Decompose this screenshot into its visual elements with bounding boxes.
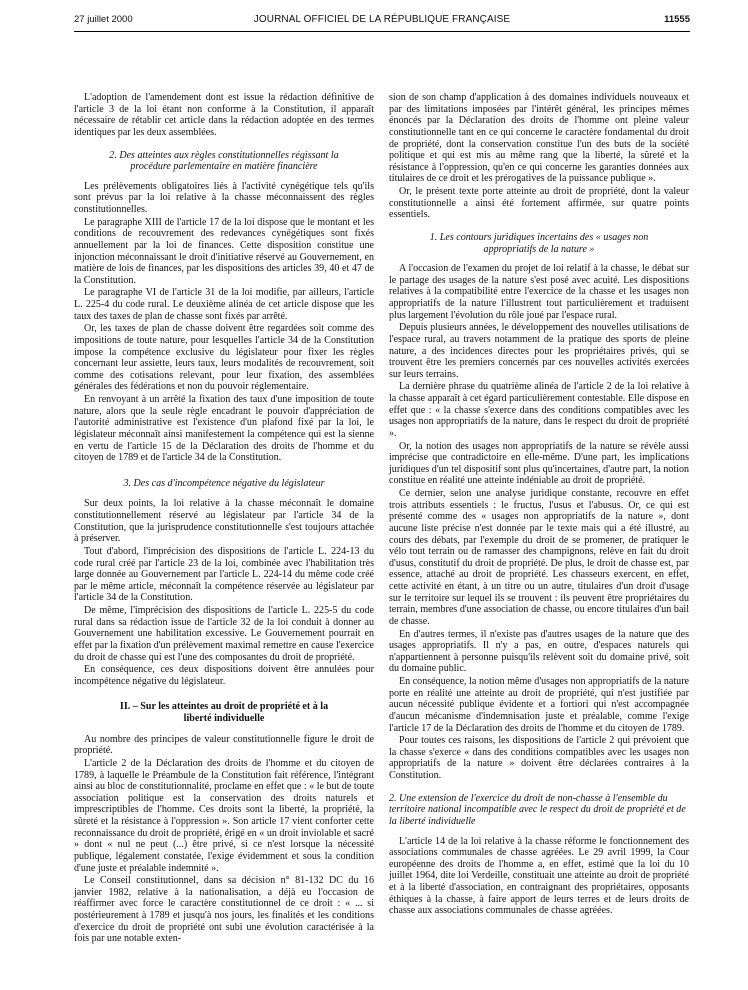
- header-date: 27 juillet 2000: [74, 14, 133, 25]
- paragraph: Or, la notion des usages non appropriatifs de la nature se révèle aussi imprécise que contradictoire en elle-même. D'une part, les implications juridiques d'un tel dispositif sont plus qu'incertaines, d'autre part, la notion constitue en réalité une atteinte indéniable au droit de propriété.: [389, 440, 689, 487]
- page-header: [74, 14, 690, 30]
- paragraph: Le paragraphe XIII de l'article 17 de la loi dispose que le montant et les conditions de recouvrement des redevances cynégétiques sont fixés annuellement par la loi de finances. Cette disposition constitue une injonction méconnaissant le droit d'initiative réservé au Gouvernement, en matière de lois de finances, par les dispositions des articles 39, 40 et 47 de la Constitution.: [74, 216, 374, 286]
- paragraph: Tout d'abord, l'imprécision des dispositions de l'article L. 224-13 du code rural créé par l'article 23 de la loi, combinée avec l'habilitation très large donnée au Gouvernement par l'article L. 224-14 du même code créé par le même article, méconnaît la compétence réservée au législateur par l'article 34 de la Constitution.: [74, 545, 374, 604]
- right-column: [389, 92, 689, 918]
- section-heading: 1. Les contours juridiques incertains des « usages non appropriatifs de la nature »: [429, 231, 649, 255]
- paragraph: Au nombre des principes de valeur constitutionnelle figure le droit de propriété.: [74, 733, 374, 757]
- paragraph: L'adoption de l'amendement dont est issue la rédaction définitive de l'article 3 de la loi étant non conforme à la Constitution, il apparaît nécessaire de rétablir cet article dans la rédaction adoptée en des termes identiques par les deux assemblées.: [74, 92, 374, 138]
- paragraph: L'article 2 de la Déclaration des droits de l'homme et du citoyen de 1789, à laquelle le Préambule de la Constitution fait référence, l'intégrant ainsi au bloc de constitutionnalité, proclame en effet que : « le but de toute association politique est la conservation des droits naturels et imprescriptibles de l'homme. Ces droits sont la liberté, la propriété, la sûreté et la résistance à l'oppression ». Son article 17 vient conforter cette reconnaissance du droit de propriété, érigé en « un droit inviolable et sacré » dont « nul ne peut (...) être privé, si ce n'est lorsque la nécessité publique, légalement constatée, l'exige évidemment et sous la condition d'une juste et préalable indemnité ».: [74, 757, 374, 874]
- paragraph: De même, l'imprécision des dispositions de l'article L. 225-5 du code rural dans sa rédaction issue de l'article 32 de la loi conduit à donner au Gouvernement une habilitation excessive. Le Gouvernement pourrait en effet par la fixation d'un prélèvement maximal remettre en cause l'exercice du droit de chasse qui est l'une des composantes du droit de propriété.: [74, 605, 374, 663]
- paragraph: Or, les taxes de plan de chasse doivent être regardées soit comme des impositions de toute nature, pour lesquelles l'article 34 de la Constitution impose la compétence exclusive du législateur pour fixer les règles concernant leur assiette, leurs taux, leurs modalités de recouvrement, soit comme des cotisations relevant, pour leur fixation, des assemblées générales des fédérations et non du pouvoir réglementaire.: [74, 323, 374, 393]
- paragraph: Or, le présent texte porte atteinte au droit de propriété, dont la valeur constitutionnelle a ainsi été fortement affirmée, sur quatre points essentiels.: [389, 186, 689, 221]
- paragraph: En conséquence, ces deux dispositions doivent être annulées pour incompétence négative du législateur.: [74, 664, 374, 687]
- header-rule: [74, 31, 690, 32]
- paragraph: Sur deux points, la loi relative à la chasse méconnaît le domaine constitutionnellement réservé au législateur par l'article 34 de la Constitution, que la jurisprudence constitutionnelle s'est toujours attachée à préserver.: [74, 498, 374, 545]
- paragraph: En d'autres termes, il n'existe pas d'autres usages de la nature que des usages appropriatifs. Il n'y a pas, en outre, d'espaces naturels qui n'appartiennent à personne puisqu'ils relèvent soit du domaine privé, soit du domaine public.: [389, 628, 689, 675]
- section-heading: 2. Des atteintes aux règles constitutionnelles régissant la procédure parlementaire en matière financière: [109, 149, 339, 173]
- paragraph: En renvoyant à un arrêté la fixation des taux d'une imposition de toute nature, alors que la seule règle encadrant le pouvoir d'appréciation de l'autorité administrative est l'existence d'un plafond fixé par la loi, le législateur méconnaît ainsi manifestement la compétence qui est la sienne en vertu de l'article 15 de la Déclaration des droits de l'homme et du citoyen de 1789 et de l'article 34 de la Constitution.: [74, 394, 374, 464]
- paragraph: Le paragraphe VI de l'article 31 de la loi modifie, par ailleurs, l'article L. 225-4 du code rural. Le deuxième alinéa de cet article dispose que les taux des taxes de plan de chasse sont fixés par arrêté.: [74, 287, 374, 322]
- part-heading: II. – Sur les atteintes au droit de propriété et à la liberté individuelle: [119, 701, 329, 724]
- paragraph: Les prélèvements obligatoires liés à l'activité cynégétique tels qu'ils sont prévus par la loi relative à la chasse méconnaissent des règles constitutionnelles.: [74, 180, 374, 215]
- paragraph: Pour toutes ces raisons, les dispositions de l'article 2 qui prévoient que la chasse s'exerce « dans des conditions compatibles avec les usages non appropriatifs de la nature » doivent être déclarées contraires à la Constitution.: [389, 735, 689, 781]
- paragraph: L'article 14 de la loi relative à la chasse réforme le fonctionnement des associations communales de chasse agréées. Le 29 avril 1999, la Cour européenne des droits de l'homme a, en effet, estimé que la loi du 10 juillet 1964, dite loi Verdeille, constituait une atteinte au droit de propriété et à la liberté d'association, en contraignant des propriétaires, opposants éthiques à la chasse, à faire apport de leurs terres et de leurs droits de chasse aux associations communales de chasse agréées.: [389, 835, 689, 917]
- paragraph: sion de son champ d'application à des domaines individuels nouveaux et par des limitations imposées par l'intérêt général, les principes mêmes énoncés par la Déclaration des droits de l'homme ont pleine valeur constitutionnelle tant en ce qui concerne le caractère fondamental du droit de propriété, dont la conservation constitue l'un des buts de la société politique et qui est mis au même rang que la liberté, la sûreté et la résistance à l'oppression, qu'en ce qui concerne les garanties données aux titulaires de ce droit et les prérogatives de la puissance publique ».: [389, 92, 689, 185]
- paragraph: Depuis plusieurs années, le développement des nouvelles utilisations de l'espace rural, au travers notamment de la pratique des sports de pleine nature, a des incidences directes pour les propriétaires privés, qui se trouvent être les premiers concernés par ces nouvelles activités exercées sur leurs terrains.: [389, 322, 689, 380]
- header-title: JOURNAL OFFICIEL DE LA RÉPUBLIQUE FRANÇAISE: [253, 14, 511, 25]
- section-heading: 2. Une extension de l'exercice du droit de non-chasse à l'ensemble du territoire national incompatible avec le respect du droit de propriété et de la liberté individuelle: [389, 792, 686, 827]
- section-heading: 3. Des cas d'incompétence négative du législateur: [123, 477, 325, 489]
- paragraph: Le Conseil constitutionnel, dans sa décision n° 81-132 DC du 16 janvier 1982, relative à la nationalisation, a déjà eu l'occasion de réaffirmer avec force le caractère constitutionnel de ce droit : « ... si postérieurement à 1789 et jusqu'à nos jours, les finalités et les conditions d'exercice du droit de propriété ont subi une évolution caractérisée à la fois par une notable exten-: [74, 875, 374, 945]
- left-column: [74, 92, 374, 946]
- paragraph: A l'occasion de l'examen du projet de loi relatif à la chasse, le débat sur le partage des usages de la nature s'est posé avec acuité. Les dispositions relatives à la compatibilité entre l'exercice de la chasse et les usages non appropriatifs de la nature l'illustrent tout particulièrement et traduisent plus largement l'évolution du rôle joué par l'espace rural.: [389, 263, 689, 321]
- paragraph: La dernière phrase du quatrième alinéa de l'article 2 de la loi relative à la chasse apparaît à cet égard particulièrement contestable. Elle dispose en effet que : « la chasse s'exerce dans des conditions compatibles avec les usages non appropriatifs de la nature, dans le respect du droit de propriété ».: [389, 381, 689, 439]
- paragraph: Ce dernier, selon une analyse juridique constante, recouvre en effet trois attributs essentiels : le fructus, l'usus et l'abusus. Or, ce qui est présenté comme des « usages non appropriatifs de la nature », dont aucune liste précise n'est donnée par le texte mais qui a été illustré, au cours des débats, par l'exemple du droit de se promener, de pratiquer le vélo tout terrain ou de ramasser des champignons, relève en fait du droit d'usus, constitutif du droit de propriété. De plus, le droit de chasse est, par essence, attaché au droit de propriété. Les chasseurs exercent, en effet, cette activité en étant, à un titre ou un autre, titulaires d'un droit d'usage sur le territoire sur lequel ils se trouvent : ils peuvent être propriétaires du terrain, membres d'une association de chasse, ou encore titulaires d'un bail de chasse.: [389, 488, 689, 627]
- header-page-number: 11555: [664, 14, 690, 25]
- paragraph: En conséquence, la notion même d'usages non appropriatifs de la nature porte en réalité une atteinte au droit de propriété, qui n'est justifiée par aucun nécessité publique évidente et a fortiori qui n'est accompagnée d'aucun mécanisme d'indemnisation juste et préalable, comme l'exige l'article 17 de la Déclaration des droits de l'homme et du citoyen de 1789.: [389, 676, 689, 734]
